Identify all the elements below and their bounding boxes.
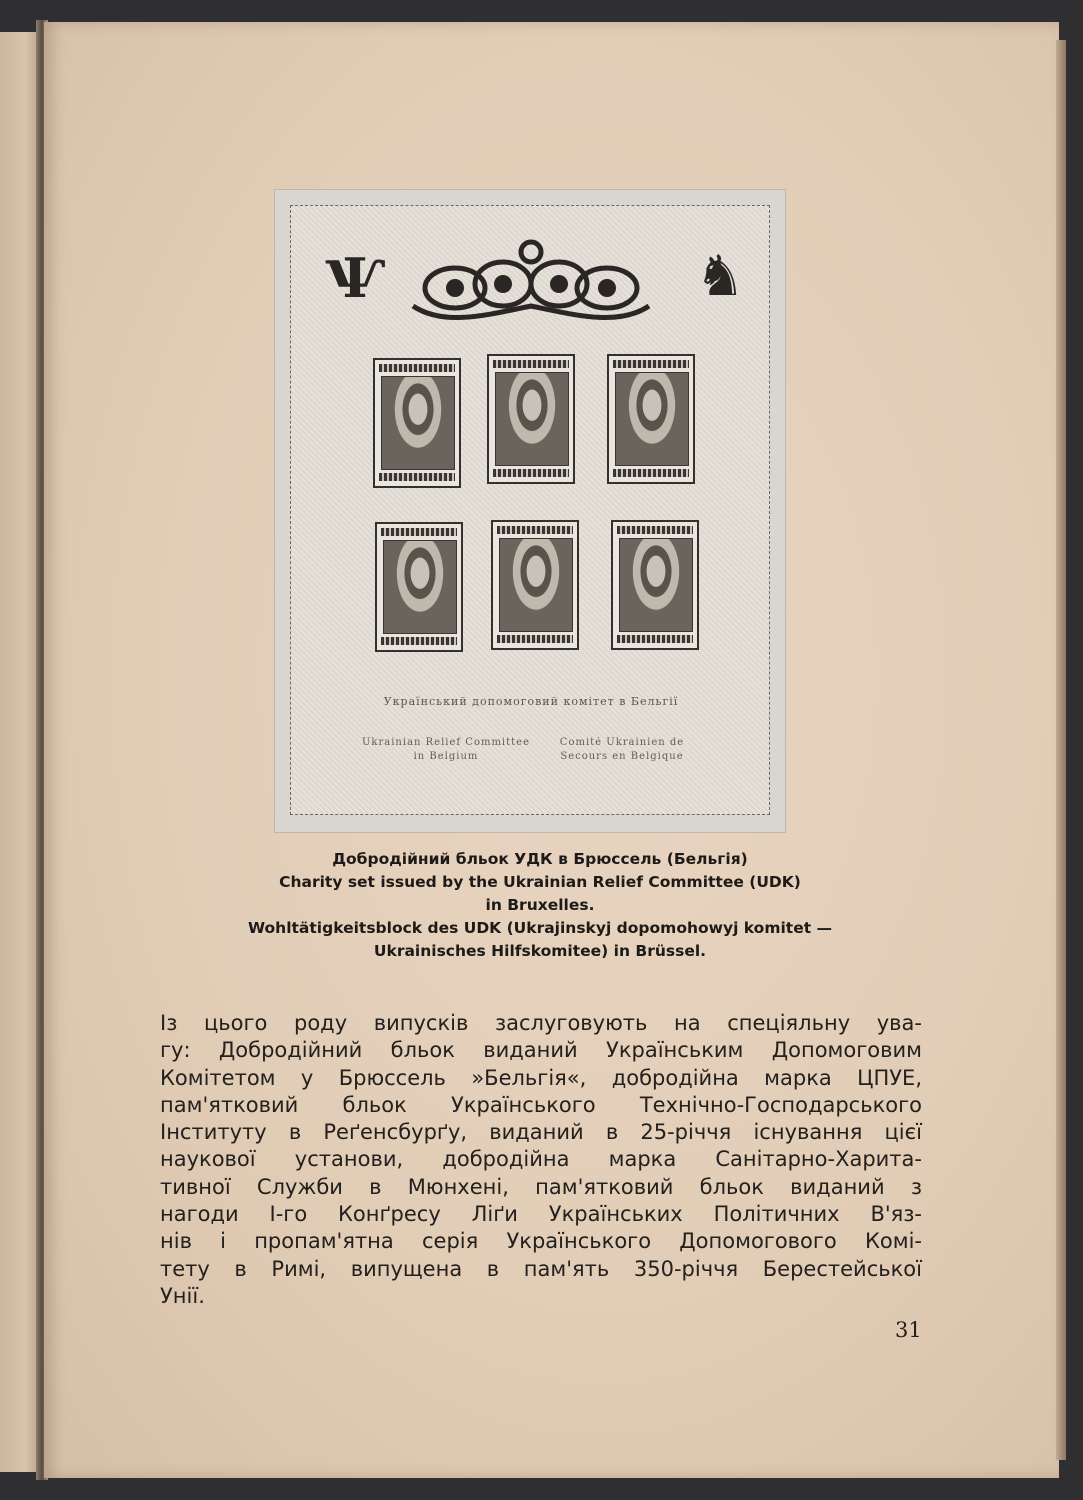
caption-line: Charity set issued by the Ukrainian Relief Committee (UDK) [279,873,801,891]
caption-line: Добродійний бльок УДК в Брюссель (Бельгія) [332,850,748,868]
sheet-legend-left: Ukrainian Relief Committee in Belgium [362,737,530,762]
sheet-title: Український допомоговий комітет в Бельгії [383,695,679,708]
page-number: 31 [895,1318,922,1342]
ornament-icon [403,236,659,326]
stamp [373,358,461,488]
portrait-image [495,372,569,466]
body-line: пам'ятковий бльок Українського Технічно-Господарського [160,1092,922,1117]
charity-sheet [290,205,770,815]
body-line: нів і пропам'ятна серія Українського Допомогового Комі- [160,1229,922,1254]
portrait-image [381,376,455,470]
figure-caption [150,848,930,963]
caption-line: in Bruxelles. [485,896,595,914]
body-line: тивної Служби в Мюнхені, пам'ятковий бльок виданий з [160,1174,922,1199]
portrait-image [383,540,457,634]
lion-emblem-icon: ♞ [695,244,746,309]
stamp [607,354,695,484]
body-line: наукової установи, добродійна марка Санітарно-Харита- [160,1147,922,1172]
caption-line: Wohltätigkeitsblock des UDK (Ukrajinskyj dopomohowyj komitet — [247,919,833,937]
stamp [487,354,575,484]
sheet-legend-right: Comité Ukrainien de Secours en Belgique [559,737,685,762]
body-line: Унії. [160,1283,205,1308]
stamp [375,522,463,652]
charity-block-photo [274,189,786,833]
portrait-image [615,372,689,466]
body-line: Інституту в Реґенсбурґу, виданий в 25-річчя існування цієї [160,1120,922,1145]
body-line: тету в Римі, випущена в пам'ять 350-річчя Берестейської [160,1256,922,1281]
portrait-image [619,538,693,632]
body-line: нагоди І-го Конґресу Ліґи Українських Політичних В'яз- [160,1202,922,1227]
page-edge [1056,40,1066,1460]
portrait-image [499,538,573,632]
trident-emblem-icon: Ѱ [325,246,385,310]
stamp [491,520,579,650]
body-line: гу: Добродійний бльок виданий Українським Допомоговим [160,1038,922,1063]
body-line: Із цього роду випусків заслуговують на спеціяльну ува- [160,1011,922,1035]
body-paragraph [160,1010,922,1310]
stamp [611,520,699,650]
caption-line: Ukrainisches Hilfskomitee) in Brüssel. [373,942,707,960]
body-line: Комітетом у Брюссель »Бельгія«, добродійна марка ЦПУЕ, [160,1065,922,1090]
